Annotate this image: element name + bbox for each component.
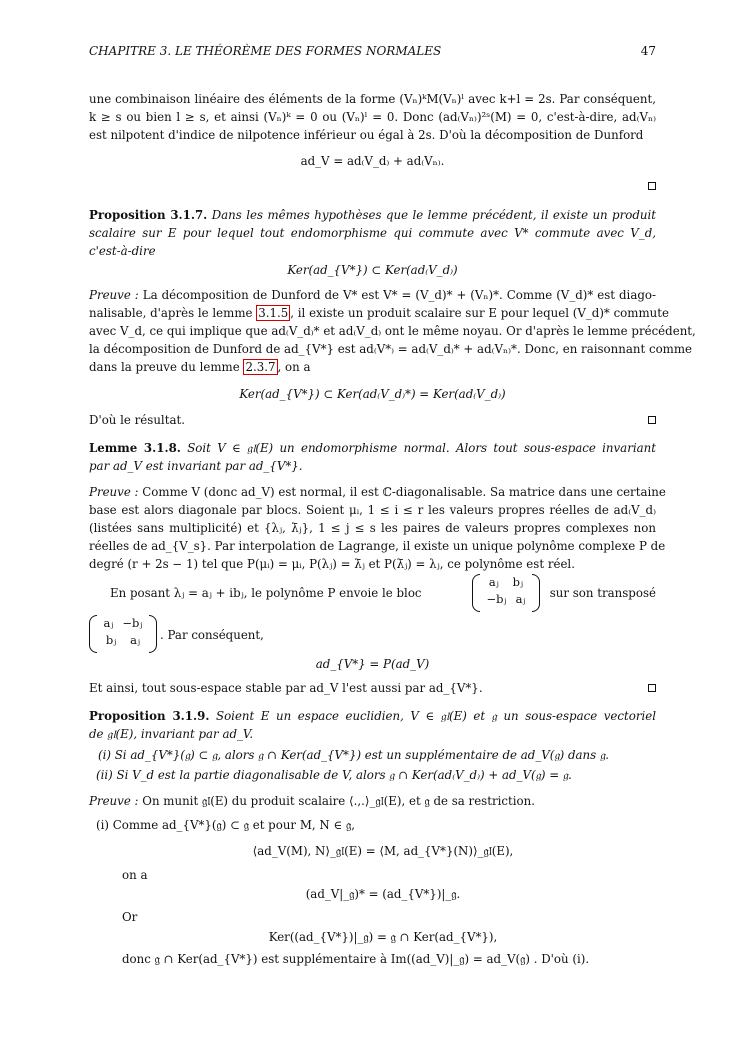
proof-text: dans la preuve du lemme — [89, 360, 240, 374]
proof-line: réelles de ad_{V_s}. Par interpolation de Lagrange, il existe un unique polynôme complexe P de — [89, 539, 666, 553]
proposition-label: Proposition 3.1.9. — [89, 709, 210, 723]
proof-line — [89, 793, 656, 809]
equation: (ad_V|_𝔤)* = (ad_{V*})|_𝔤. — [305, 887, 461, 901]
proof-line: En posant λⱼ = aⱼ + ibⱼ, le polynôme P envoie le bloc — [110, 586, 422, 600]
matrix-entry: −bⱼ — [486, 592, 507, 606]
lemma-text: par ad_V est invariant par ad_{V*}. — [89, 459, 303, 473]
proof-text: , on a — [277, 360, 311, 374]
running-header — [89, 44, 656, 58]
text-line: k ≥ s ou bien l ≥ s, et ainsi (Vₙ)ᵏ = 0 ou (Vₙ)ˡ = 0. Donc (ad₍Vₙ₎)²ˢ(M) = 0, c'est-à-dire, ad₍Vₙ₎ — [89, 110, 656, 124]
proof-line — [89, 305, 669, 321]
proposition-text: de 𝔤𝔩(E), invariant par ad_V. — [89, 727, 254, 741]
equation: Ker((ad_{V*})|_𝔤) = 𝔤 ∩ Ker(ad_{V*}), — [268, 930, 498, 944]
text-line: une combinaison linéaire des éléments de la forme (Vₙ)ᵏM(Vₙ)ˡ avec k+l = 2s. Par conséquent, — [89, 92, 656, 106]
matrix-entry: aⱼ — [488, 575, 499, 589]
equation: ⟨ad_V(M), N⟩_𝔤𝔩(E) = ⟨M, ad_{V*}(N)⟩_𝔤𝔩(E), — [252, 844, 514, 858]
proof-text: nalisable, d'après le lemme — [89, 306, 253, 320]
matrix-entry: aⱼ — [103, 616, 114, 630]
proposition-text: scalaire sur E pour lequel tout endomorphisme qui commute avec V* commute avec V_d, — [89, 226, 656, 240]
proof-text: La décomposition de Dunford de V* est V* = (V_d)* + (Vₙ)*. Comme (V_d)* est diago- — [142, 288, 657, 302]
equation: Ker(ad_{V*}) ⊂ Ker(ad₍V_d₎*) = Ker(ad₍V_d₎) — [239, 387, 506, 401]
list-item: (ii) Si V_d est la partie diagonalisable de V, alors 𝔤 ∩ Ker(ad₍V_d₎) + ad_V(𝔤) = 𝔤. — [96, 768, 572, 782]
matrix-entry: aⱼ — [130, 633, 141, 647]
proof-line: (listées sans multiplicité) et {λⱼ, λ̄ⱼ}, 1 ≤ j ≤ s les paires de valeurs propres complexes non — [89, 521, 656, 535]
proposition-label: Proposition 3.1.7. — [89, 208, 208, 222]
proof-label: Preuve : — [89, 485, 139, 499]
proof-line — [89, 287, 656, 303]
left-parenthesis — [472, 574, 480, 612]
text-line: donc 𝔤 ∩ Ker(ad_{V*}) est supplémentaire à Im((ad_V)|_𝔤) = ad_V(𝔤) . D'où (i). — [122, 952, 590, 966]
proof-line: Et ainsi, tout sous-espace stable par ad_V l'est aussi par ad_{V*}. — [89, 681, 483, 695]
equation: ad_V = ad₍V_d₎ + ad₍Vₙ₎. — [300, 154, 445, 168]
right-parenthesis — [532, 574, 540, 612]
list-item: (i) Comme ad_{V*}(𝔤) ⊂ 𝔤 et pour M, N ∈ 𝔤, — [96, 818, 355, 832]
proof-line: base est alors diagonale par blocs. Soient μᵢ, 1 ≤ i ≤ r les valeurs propres réelles de ad₍V_d₎ — [89, 503, 656, 517]
proof-line: degré (r + 2s − 1) tel que P(μᵢ) = μᵢ, P(λⱼ) = λ̄ⱼ et P(λ̄ⱼ) = λⱼ, ce polynôme est réel. — [89, 557, 575, 571]
lemma-3-1-8 — [89, 440, 656, 456]
right-parenthesis — [149, 615, 157, 653]
equation: ad_{V*} = P(ad_V) — [315, 657, 430, 671]
matrix-block — [89, 615, 157, 653]
proposition-text: Dans les mêmes hypothèses que le lemme précédent, il existe un produit — [211, 208, 657, 222]
matrix-entry: bⱼ — [512, 575, 524, 589]
list-item: (i) Si ad_{V*}(𝔤) ⊂ 𝔤, alors 𝔤 ∩ Ker(ad_{V*}) est un supplémentaire de ad_V(𝔤) dans 𝔤. — [98, 748, 609, 762]
proof-line: sur son transposé — [549, 586, 656, 600]
left-parenthesis — [89, 615, 97, 653]
equation: Ker(ad_{V*}) ⊂ Ker(ad₍V_d₎) — [287, 263, 458, 277]
proof-label: Preuve : — [89, 288, 139, 302]
proof-label: Preuve : — [89, 794, 139, 808]
text-line: Or — [122, 910, 138, 924]
matrix-entry: −bⱼ — [122, 616, 143, 630]
matrix-entry: bⱼ — [105, 633, 117, 647]
page-number: 47 — [640, 44, 656, 58]
lemma-text: Soit V ∈ 𝔤𝔩(E) un endomorphisme normal. Alors tout sous-espace invariant — [187, 441, 657, 455]
proof-line: la décomposition de Dunford de ad_{V*} est ad₍V*₎ = ad₍V_d₎* + ad₍Vₙ₎*. Donc, en raisonnant comme — [89, 342, 693, 356]
proposition-text: Soient E un espace euclidien, V ∈ 𝔤𝔩(E) et 𝔤 un sous-espace vectoriel — [215, 709, 657, 723]
proof-line — [89, 484, 666, 500]
proof-line: . Par conséquent, — [160, 628, 264, 642]
qed-symbol — [648, 182, 656, 190]
qed-symbol — [648, 684, 656, 692]
proof-line — [89, 359, 656, 375]
reference-link-2-3-7[interactable]: 2.3.7 — [245, 360, 276, 374]
proof-text: , il existe un produit scalaire sur E pour lequel (V_d)* commute — [290, 306, 669, 320]
proposition-3-1-7 — [89, 207, 656, 223]
proof-line: avec V_d, ce qui implique que ad₍V_d₎* et ad₍V_d₎ ont le même noyau. Or d'après le lemme précédent, — [89, 324, 696, 338]
matrix-block — [472, 574, 540, 612]
qed-symbol — [648, 416, 656, 424]
matrix-entry: aⱼ — [515, 592, 526, 606]
chapter-title: CHAPITRE 3. LE THÉORÈME DES FORMES NORMALES — [89, 44, 442, 58]
text-line: est nilpotent d'indice de nilpotence inférieur ou égal à 2s. D'où la décomposition de Dunford — [89, 128, 644, 142]
lemma-label: Lemme 3.1.8. — [89, 441, 181, 455]
text-line: on a — [122, 868, 148, 882]
proposition-text: c'est-à-dire — [89, 244, 156, 258]
reference-link-3-1-5[interactable]: 3.1.5 — [258, 306, 289, 320]
proof-text: On munit 𝔤𝔩(E) du produit scalaire ⟨.,.⟩_𝔤𝔩(E), et 𝔤 de sa restriction. — [142, 794, 535, 808]
text-line: D'où le résultat. — [89, 413, 185, 427]
proof-text: Comme V (donc ad_V) est normal, il est ℂ-diagonalisable. Sa matrice dans une certaine — [142, 485, 666, 499]
proposition-3-1-9 — [89, 708, 656, 724]
